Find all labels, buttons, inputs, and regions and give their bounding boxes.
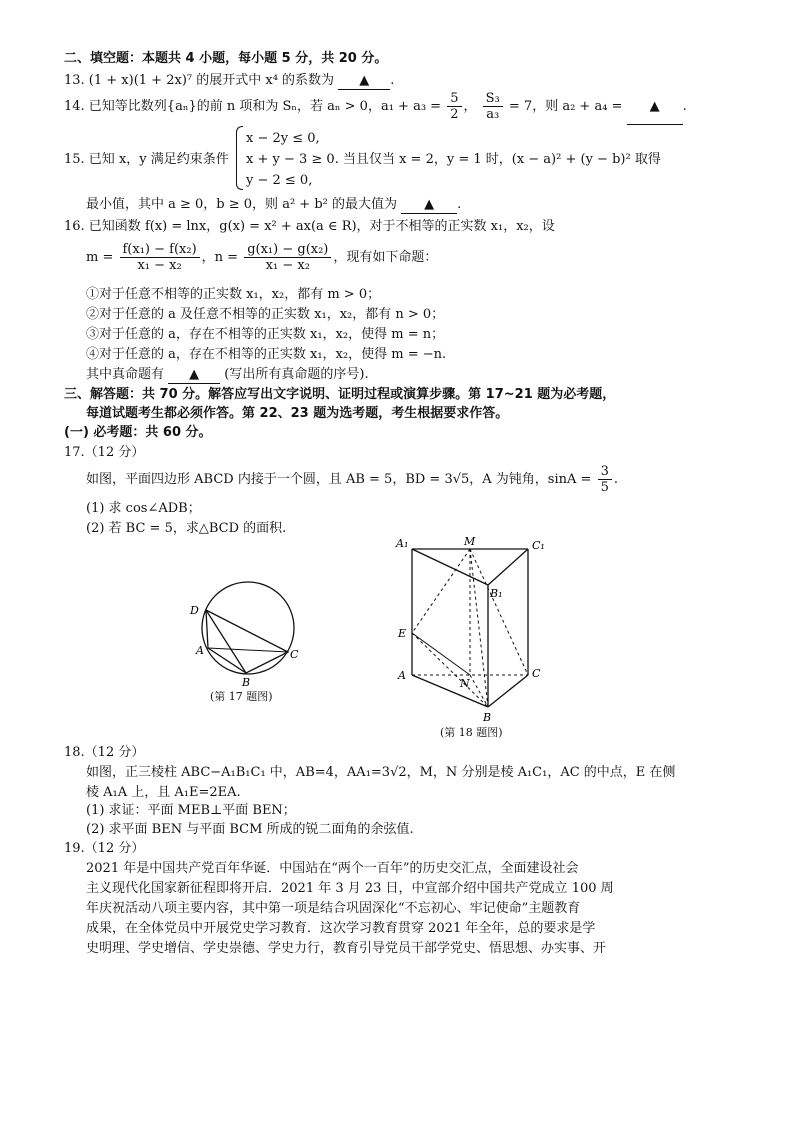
q15-label: 15. 已知 x，y 满足约束条件 [64,152,229,167]
figure-17-circle-quadrilateral [188,580,308,690]
section3-sub: (一) 必考题：共 60 分。 [64,425,212,440]
fig17-diagonal-bd [206,610,246,673]
q16-definitions: m = $\frac{\text{f(x₁) − f(x₂)}}{\text{x₁ − x₂}}$ ，n = $\frac{\text{g(x₁) − g(x₂)}}{\text{x₁ − x₂}}$ ，现有如下命题： [86,242,438,273]
fig18-edge-ab [412,675,488,707]
q17-label: 17.（12 分） [64,445,145,460]
fig18-label-c: C [532,667,541,680]
q14-prefix: 14. 已知等比数列{aₙ}的前 n 项和为 Sₙ，若 aₙ > 0，a₁ + a₃ = [64,99,442,114]
q16-answer-blank: ▲ [168,366,220,384]
q16-item-4: ④对于任意的 a，存在不相等的正实数 x₁，x₂，使得 m = −n. [86,347,447,362]
fig18-line-mc [470,549,528,675]
fig18-line-me [412,549,470,633]
q17-part-1: (1) 求 cos∠ADB； [86,501,201,516]
q18-part-2: (2) 求平面 BEN 与平面 BCM 所成的锐二面角的余弦值. [86,822,414,837]
q15-condition-2: x + y − 3 ≥ 0. 当且仅当 x = 2，y = 1 时，(x − a)² + (y − b)² 取得 [246,152,661,167]
q18-line-2: 棱 A₁A 上，且 A₁E=2EA. [86,785,241,800]
q16-line-1: 16. 已知函数 f(x) = lnx，g(x) = x² + ax(a ∈ R)，对于不相等的正实数 x₁，x₂，设 [64,219,555,234]
fig18-line-eb [412,633,488,707]
q16-item-3: ③对于任意的 a，存在不相等的正实数 x₁，x₂，使得 m = n； [86,327,445,342]
fig17-label-b: B [242,676,251,689]
q19-line-4: 成果，在全体党员中开展党史学习教育．这次学习教育贯穿 2021 年全年，总的要求是学 [86,921,596,936]
q16-m-fraction: $\frac{\text{f(x₁) − f(x₂)}}{\text{x₁ − x₂}}$ [120,242,200,273]
fig18-label-e: E [398,627,407,640]
q15-condition-1: x − 2y ≤ 0, [246,131,320,146]
fig18-label-c1: C₁ [532,539,545,552]
fig18-line-en [412,633,470,675]
q19-label: 19.（12 分） [64,841,145,856]
q19-line-1: 2021 年是中国共产党百年华诞．中国站在“两个一百年”的历史交汇点，全面建设社会 [86,861,579,876]
fig17-diagonal-ac [208,648,288,652]
fig18-label-b: B [483,711,492,724]
q16-item-2: ②对于任意的 a 及任意不相等的正实数 x₁，x₂，都有 n > 0； [86,307,445,322]
q16-n-fraction: $\frac{\text{g(x₁) − g(x₂)}}{\text{x₁ − x₂}}$ [244,242,331,273]
q15-answer-blank: ▲ [401,196,457,214]
q14-suffix: = 7，则 a₂ + a₄ = [508,99,623,114]
q18-part-1: (1) 求证：平面 MEB⊥平面 BEN； [86,803,296,818]
figure-17-caption: (第 17 题图) [210,690,273,703]
q13-text: 13. (1 + x)(1 + 2x)⁷ 的展开式中 x⁴ 的系数为 [64,73,335,88]
fig18-label-m: M [464,535,476,548]
figure-18-caption: (第 18 题图) [440,726,503,739]
fig18-label-b1: B₁ [490,587,503,600]
q17-part-2: (2) 若 BC = 5，求△BCD 的面积. [86,521,287,536]
question-14: 14. 已知等比数列{aₙ}的前 n 项和为 Sₙ，若 aₙ > 0，a₁ + a₃ = $\frac{5}{2}$ ， $\frac{\text{S₃}}{\text{a₃}}$ = 7，则 a₂ + a₄ = ▲ . [64,90,687,125]
q15-condition-3: y − 2 ≤ 0, [246,173,313,188]
q15-constraint-brace [236,126,243,190]
q18-label: 18.（12 分） [64,745,145,760]
fig18-edge-b1c1 [488,549,528,585]
q16-item-1: ①对于任意不相等的正实数 x₁，x₂，都有 m > 0； [86,287,381,302]
q19-line-3: 年庆祝活动八项主要内容，其中第一项是结合巩固深化“不忘初心、牢记使命”主题教育 [86,901,581,916]
fig18-line-nb [470,675,488,707]
question-13: 13. (1 + x)(1 + 2x)⁷ 的展开式中 x⁴ 的系数为 ▲ . [64,73,395,88]
q17-stem: 如图，平面四边形 ABCD 内接于一个圆，且 AB = 5，BD = 3√5，A 为钝角，sinA = $\frac{3}{5}$ . [86,464,618,495]
fig18-edge-bc [488,675,528,707]
q14-fraction-5-2: $\frac{5}{2}$ [447,91,461,122]
q15-line-2: 最小值，其中 a ≥ 0，b ≥ 0，则 a² + b² 的最大值为 ▲ . [86,197,462,212]
q13-answer-blank: ▲ [338,72,390,90]
fig18-line-mb [470,549,488,707]
fig18-edge-a1b1 [412,549,488,585]
q14-fraction-s3-a3: $\frac{\text{S₃}}{\text{a₃}}$ [483,91,503,122]
fig17-label-d: D [190,604,199,617]
q14-answer-blank: ▲ [627,90,683,125]
section3-header-2: 每道试题考生都必须作答。第 22、23 题为选考题，考生根据要求作答。 [86,406,509,421]
q19-line-5: 史明理、学史增信、学史崇德、学史力行，教育引导党员干部学党史、悟思想、办实事、开 [86,941,607,956]
section2-header: 二、填空题：本题共 4 小题，每小题 5 分，共 20 分。 [64,51,388,66]
figure-18-triangular-prism [392,535,552,725]
fig18-label-a1: A₁ [396,537,409,550]
q16-true-statements: 其中真命题有 ▲ (写出所有真命题的序号). [86,367,369,382]
fig18-label-n: N [460,677,470,690]
fig17-circle [202,582,294,674]
q19-line-2: 主义现代化国家新征程即将开启．2021 年 3 月 23 日，中宣部介绍中国共产党成立 100 周 [86,881,614,896]
q17-sin-fraction: $\frac{3}{5}$ [598,464,612,495]
fig17-label-a: A [196,644,204,657]
fig17-label-c: C [290,648,299,661]
q18-line-1: 如图，正三棱柱 ABC−A₁B₁C₁ 中，AB=4，AA₁=3√2，M，N 分别是棱 A₁C₁，AC 的中点，E 在侧 [86,765,676,780]
section3-header-1: 三、解答题：共 70 分。解答应写出文字说明、证明过程或演算步骤。第 17~21 题为必考题， [64,387,616,402]
fig18-label-a: A [398,669,406,682]
